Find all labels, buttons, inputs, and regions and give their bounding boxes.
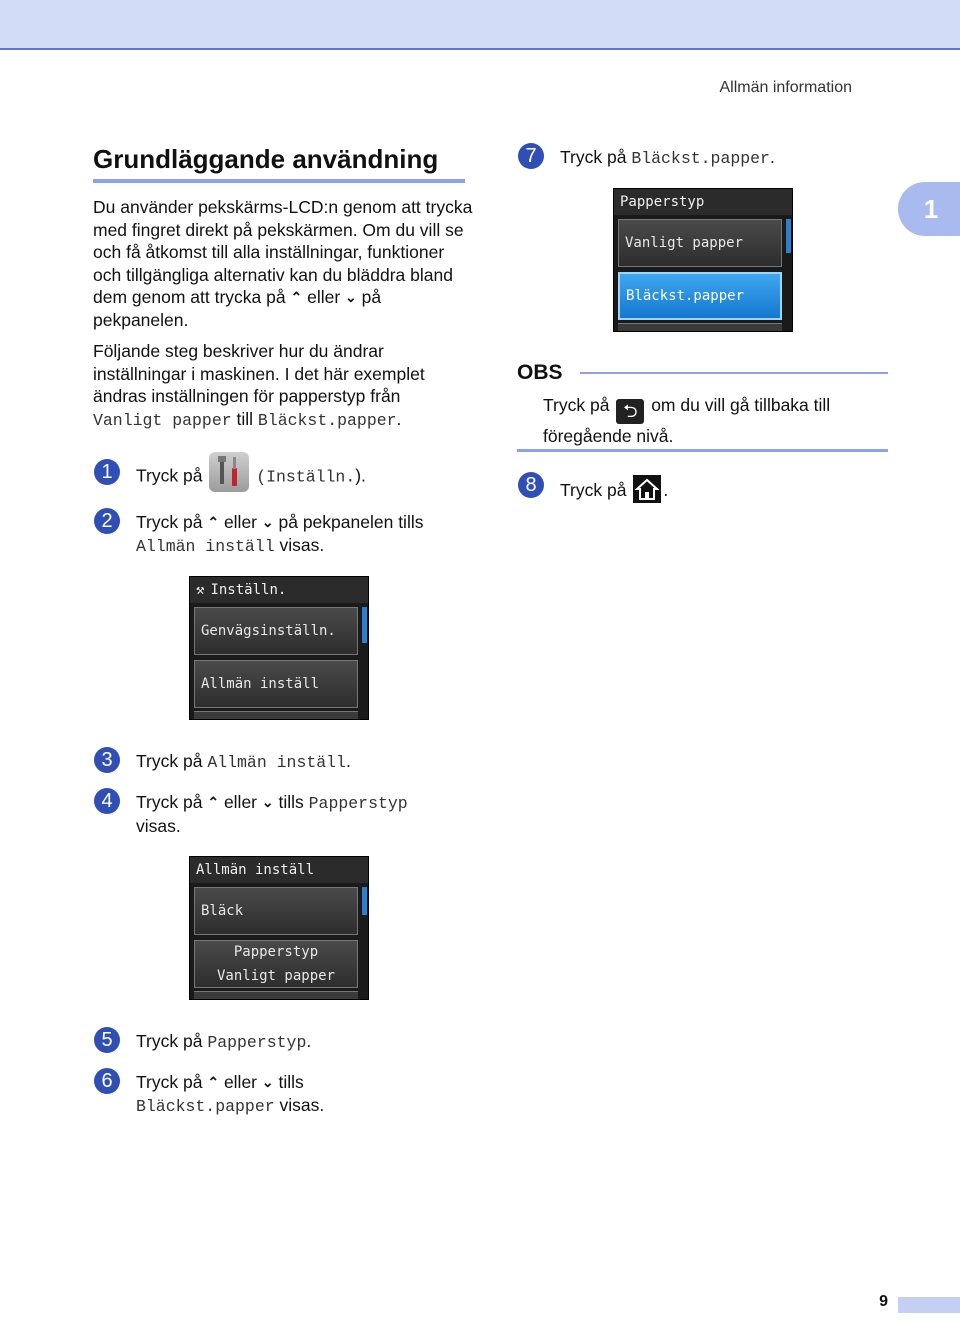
- step-text-part: Tryck på: [136, 465, 203, 486]
- chevron-down-icon: ⌄: [261, 1074, 274, 1090]
- note-label: OBS: [517, 361, 563, 384]
- lcd-scrollbar[interactable]: [362, 607, 367, 643]
- lcd-title: Allmän inställ: [190, 857, 368, 883]
- chevron-up-icon: ⌃: [207, 514, 220, 530]
- note-rule: [580, 372, 888, 374]
- intro-text: Följande steg beskriver hur du ändrar inställningar i maskinen. I det här exemplet ändras inställningen för papperstyp från: [93, 341, 425, 407]
- lcd-item-label: Papperstyp: [233, 944, 319, 960]
- page-title: Grundläggande användning: [93, 144, 439, 174]
- tools-icon[interactable]: [209, 452, 249, 492]
- lcd-scrollbar[interactable]: [362, 887, 367, 915]
- step-number: 3: [94, 747, 120, 773]
- lcd-screen-paper-type: [613, 188, 793, 332]
- home-icon[interactable]: [633, 475, 661, 503]
- step-text-part: ).: [355, 465, 366, 486]
- top-band: [0, 0, 960, 50]
- lcd-title-text: Inställn.: [210, 582, 287, 598]
- code-text: Allmän inställ: [207, 753, 346, 772]
- lcd-item-value: Vanligt papper: [216, 968, 335, 984]
- lcd-scrollbar[interactable]: [786, 219, 791, 253]
- code-text: Bläckst.papper: [136, 1097, 275, 1116]
- step-text-part: .: [663, 480, 669, 500]
- step-text: [560, 475, 668, 503]
- lcd-item-plain-paper[interactable]: Vanligt papper: [618, 219, 782, 267]
- step-text: [136, 1071, 324, 1118]
- lcd-item-shortcut-settings[interactable]: Genvägsinställn.: [194, 607, 358, 655]
- code-text: Bläckst.papper: [631, 149, 770, 168]
- chevron-up-icon: ⌃: [207, 794, 220, 810]
- intro-paragraph-2: [93, 340, 473, 432]
- step-text: [136, 511, 423, 558]
- step-text-part: Tryck på: [136, 751, 203, 771]
- step-text-part: Tryck på: [136, 792, 203, 812]
- intro-text: .: [396, 408, 402, 429]
- step-text-part: tills: [278, 1072, 304, 1092]
- step-number: 6: [94, 1068, 120, 1094]
- page-number-bar: [898, 1297, 960, 1313]
- intro-paragraph-1: [93, 196, 473, 332]
- lcd-item-inkjet-paper[interactable]: Bläckst.papper: [618, 272, 782, 320]
- lcd-screen-general-setup: [189, 856, 369, 1000]
- step-text-part: .: [306, 1031, 312, 1051]
- chevron-down-icon: ⌄: [261, 514, 274, 530]
- step-text: [136, 1030, 311, 1054]
- step-text-part: Tryck på: [560, 480, 627, 500]
- step-number: 5: [94, 1027, 120, 1053]
- lcd-next-item: [618, 323, 782, 332]
- note-bottom-rule: [517, 449, 888, 452]
- step-number: 4: [94, 788, 120, 814]
- note-text-part: Tryck på: [543, 395, 610, 415]
- page-number: 9: [879, 1293, 888, 1310]
- back-icon[interactable]: ⮌: [616, 399, 644, 424]
- code-text: Bläckst.papper: [257, 410, 397, 430]
- chevron-down-icon: ⌄: [261, 794, 274, 810]
- step-text-part: visas.: [279, 1095, 325, 1115]
- intro-text: på pekpanelen.: [93, 287, 382, 330]
- intro-text: till: [236, 408, 254, 429]
- code-text: (Inställn.: [256, 467, 356, 487]
- heading-rule: [93, 179, 465, 183]
- intro-text: Du använder pekskärms-LCD:n genom att trycka med fingret direkt på pekskärmen. Om du vill se och få åtkomst till alla inställningar, funktioner och tillgängliga alternativ kan du bläddra bland dem genom att trycka på: [93, 197, 473, 308]
- lcd-item-general-setup[interactable]: Allmän inställ: [194, 660, 358, 708]
- code-text: Papperstyp: [207, 1033, 307, 1052]
- step-text-part: visas.: [279, 535, 325, 555]
- step-text-part: .: [345, 751, 351, 771]
- step-text: [136, 750, 351, 774]
- step-text-part: .: [769, 147, 775, 167]
- step-text-part: eller: [223, 512, 258, 532]
- lcd-next-item: [194, 991, 358, 1000]
- lcd-title: [190, 577, 368, 603]
- tools-icon: ⚒: [196, 582, 205, 598]
- step-text: [136, 791, 408, 838]
- step-text-part: Tryck på: [560, 147, 627, 167]
- chevron-down-icon: ⌄: [345, 289, 357, 306]
- chapter-tab: 1: [898, 182, 960, 236]
- section-header: Allmän information: [719, 79, 852, 96]
- lcd-title: Papperstyp: [614, 189, 792, 215]
- lcd-item-ink[interactable]: Bläck: [194, 887, 358, 935]
- step-text-part: Tryck på: [136, 1031, 203, 1051]
- chevron-up-icon: ⌃: [290, 289, 303, 306]
- lcd-screen-settings: [189, 576, 369, 720]
- step-text: [136, 462, 366, 492]
- step-number: 2: [94, 508, 120, 534]
- step-text-part: visas.: [136, 816, 181, 836]
- step-number: 1: [94, 459, 120, 485]
- step-text-part: tills: [278, 792, 304, 812]
- chevron-up-icon: ⌃: [207, 1074, 220, 1090]
- intro-text: eller: [307, 287, 341, 308]
- note-text-part: om du vill gå tillbaka till föregående nivå.: [543, 395, 831, 446]
- step-text-part: Tryck på: [136, 1072, 203, 1092]
- step-text-part: eller: [223, 1072, 258, 1092]
- lcd-item-paper-type[interactable]: [194, 940, 358, 988]
- step-text-part: eller: [223, 792, 258, 812]
- step-text: [560, 146, 775, 170]
- code-text: Vanligt papper: [93, 410, 232, 430]
- step-text-part: på pekpanelen tills: [278, 512, 424, 532]
- step-number: 7: [518, 143, 544, 169]
- step-number: 8: [518, 472, 544, 498]
- step-text-part: Tryck på: [136, 512, 203, 532]
- code-text: Papperstyp: [308, 794, 408, 813]
- lcd-next-item: [194, 711, 358, 720]
- code-text: Allmän inställ: [136, 537, 275, 556]
- note-text: [543, 393, 883, 448]
